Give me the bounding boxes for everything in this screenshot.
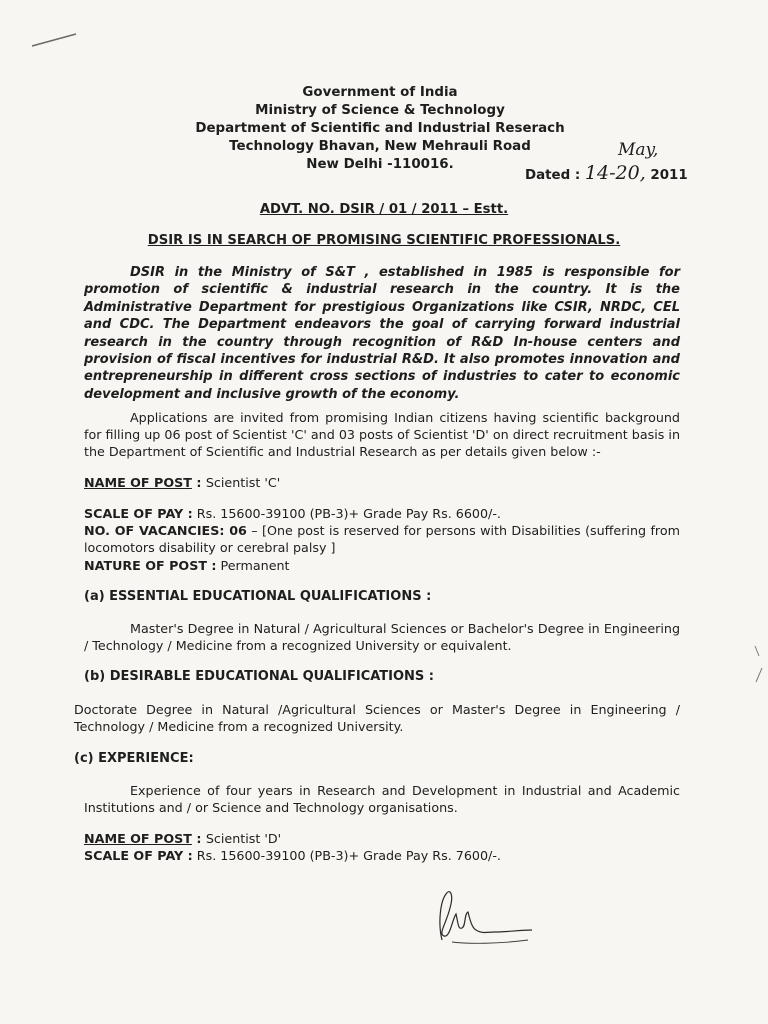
applications-paragraph-text: Applications are invited from promising Indian citizens having scientific background for filling up 06 post of Scientist 'C' and 03 posts of Scientist 'D' on direct recruitment basis in the Department of Scientific and Industrial Research as per details given below :- [84, 410, 680, 460]
intro-paragraph-text: DSIR in the Ministry of S&T , established in 1985 is responsible for promotion of scientific & industrial research in the country. It is the Administrative Department for prestigious Organizations like CSIR, NRDC, CEL and CDC. The Department endeavors the goal of carrying forward industrial research in the country through recognition of R&D In-house centers and provision of fiscal incentives for industrial R&D. It also promotes innovation and entrepreneurship in different cross sections of industries to cater to economic development and inclusive growth of the economy. [84, 265, 680, 402]
post-d-name-line [84, 830, 680, 847]
handwritten-day: 14-20, [584, 162, 646, 184]
intro-paragraph [84, 264, 680, 403]
post-c-name [84, 474, 680, 491]
post-d-name-sep: : [191, 831, 206, 846]
handwritten-month: May, [618, 140, 659, 160]
margin-stroke-mark [752, 644, 766, 684]
letterhead-line-3: Department of Scientific and Industrial Reserach [195, 121, 565, 136]
dated-year: 2011 [650, 168, 688, 183]
pen-stroke-mark [30, 30, 80, 50]
post-c-scale-line [84, 505, 680, 522]
post-c-nature-line [84, 557, 680, 574]
letterhead-line-4: Technology Bhavan, New Mehrauli Road [229, 139, 531, 154]
post-c-name-label: NAME OF POST [84, 475, 192, 490]
post-c-vacancies-value: – [One post is reserved for persons with Disabilities (suffering from locomotors disability or cerebral palsy ] [84, 523, 680, 556]
post-d-name-label: NAME OF POST [84, 831, 192, 846]
desirable-qualifications-heading: (b) DESIRABLE EDUCATIONAL QUALIFICATIONS : [84, 669, 435, 684]
post-c-name-sep: : [191, 475, 206, 490]
post-d-scale-label: SCALE OF PAY : [84, 848, 193, 864]
post-c-vacancies-label: NO. OF VACANCIES: 06 [84, 523, 247, 539]
post-d-name-value: Scientist 'D' [205, 831, 282, 846]
post-d-scale-line [84, 847, 680, 864]
post-d-details [84, 830, 680, 864]
letterhead-line-5: New Delhi -110016. [306, 157, 454, 172]
post-c-nature-label: NATURE OF POST : [84, 557, 217, 573]
desirable-qualifications-text: Doctorate Degree in Natural /Agricultural Sciences or Master's Degree in Engineering / Technology / Medicine from a recognized University. [74, 702, 680, 735]
essential-qualifications-text: Master's Degree in Natural / Agricultural Sciences or Bachelor's Degree in Engineering / Technology / Medicine from a recognized University or equivalent. [84, 621, 680, 654]
post-d-scale-value: Rs. 15600-39100 (PB-3)+ Grade Pay Rs. 7600/-. [192, 848, 501, 864]
post-c-details [84, 505, 680, 574]
advertisement-number: ADVT. NO. DSIR / 01 / 2011 – Estt. [259, 202, 509, 217]
handwritten-signature [428, 884, 538, 954]
experience-heading: (c) EXPERIENCE: [74, 751, 194, 766]
applications-paragraph [84, 409, 680, 461]
post-c-name-value: Scientist 'C' [205, 475, 281, 490]
experience-text: Experience of four years in Research and Development in Industrial and Academic Institutions and / or Science and Technology organisations. [84, 783, 680, 816]
date-line [525, 162, 688, 184]
post-c-scale-value: Rs. 15600-39100 (PB-3)+ Grade Pay Rs. 6600/-. [192, 506, 501, 521]
post-c-vacancies-line [84, 522, 680, 556]
post-c-scale-label: SCALE OF PAY : [84, 506, 193, 521]
post-c-nature-value: Permanent [216, 557, 290, 573]
letterhead-line-2: Ministry of Science & Technology [255, 103, 505, 118]
essential-qualifications-heading: (a) ESSENTIAL EDUCATIONAL QUALIFICATIONS : [84, 589, 432, 604]
headline: DSIR IS IN SEARCH OF PROMISING SCIENTIFIC PROFESSIONALS. [147, 233, 621, 248]
ministry-letterhead [150, 84, 610, 174]
dated-label: Dated : [525, 168, 581, 183]
letterhead-line-1: Government of India [302, 85, 458, 100]
